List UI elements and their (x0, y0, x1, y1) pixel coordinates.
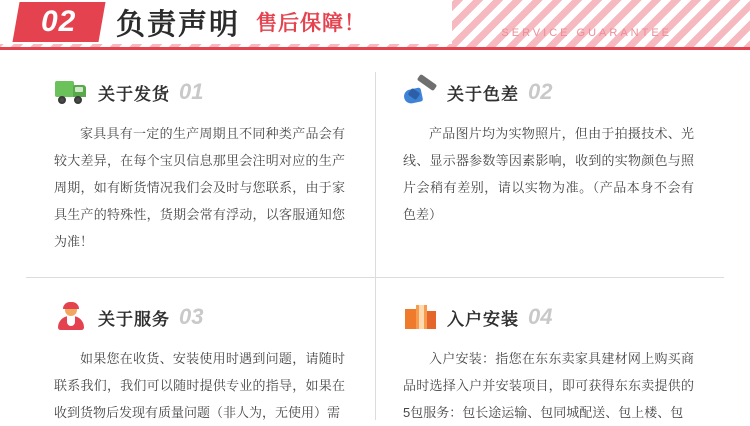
banner-number-badge (12, 2, 105, 42)
section-service (26, 277, 375, 426)
section-body: 如果您在收货、安装使用时遇到问题，请随时联系我们，我们可以随时提供专业的指导，如果在收到货物后发现有质量问题（非人为，无使用）需 (54, 351, 345, 420)
banner-content (16, 0, 366, 44)
section-body: 家具具有一定的生产周期且不同种类产品会有较大差异，在每个宝贝信息那里会注明对应的生产周期，如有断货情况我们会及时与您联系，由于家具生产的特殊性，货期会常有浮动，以客服通知您为准！ (54, 126, 345, 249)
section-title: 入户安装 (447, 309, 519, 329)
section-title: 关于服务 (98, 309, 170, 329)
section-body: 入户安装：指您在东东卖家具建材网上购买商品时选择入户并安装项目，即可获得东东卖提供的5包服务：包长途运输、包同城配送、包上楼、包 (403, 351, 694, 420)
section-header (54, 297, 345, 337)
packages-icon (403, 302, 437, 332)
section-home-installation (375, 277, 724, 426)
section-shipping (26, 72, 375, 277)
page-subtitle: 售后保障！ (256, 12, 367, 35)
section-body: 产品图片均为实物照片，但由于拍摄技术、光线、显示器参数等因素影响，收到的实物颜色与照片会稍有差别，请以实物为准。（产品本身不会有色差） (403, 126, 694, 222)
banner-number: 02 (41, 5, 77, 38)
section-number: 04 (528, 304, 553, 329)
section-title: 关于发货 (98, 84, 170, 104)
vertical-divider (375, 72, 376, 420)
horizontal-divider (26, 277, 724, 278)
truck-icon (54, 77, 88, 107)
section-number: 03 (179, 304, 204, 329)
page-banner (0, 0, 750, 50)
service-person-icon (54, 302, 88, 332)
section-header (54, 72, 345, 112)
section-title: 关于色差 (447, 84, 519, 104)
section-color-difference (375, 72, 724, 277)
content-area (0, 50, 750, 420)
section-number: 01 (179, 79, 204, 104)
page-title: 负责声明 (116, 8, 241, 41)
sections-grid (26, 72, 724, 426)
section-number: 02 (528, 79, 553, 104)
banner-english-caption: SERVICE GUARANTEE (501, 27, 672, 39)
paint-brush-icon (403, 77, 437, 107)
section-header (403, 72, 694, 112)
section-header (403, 297, 694, 337)
